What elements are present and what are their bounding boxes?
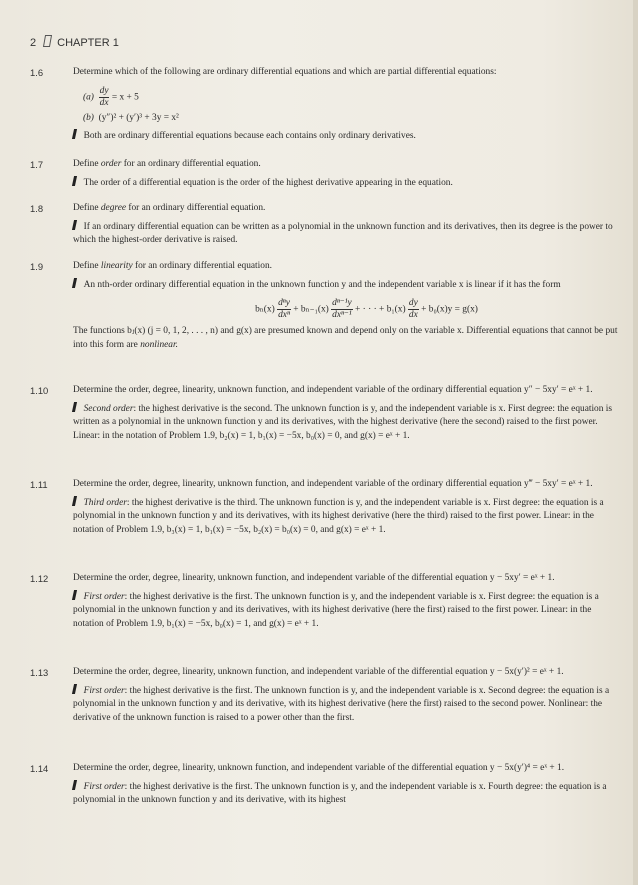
- problem-question: Determine the order, degree, linearity, unknown function, and independent variable of the differential equation y − 5xy′ = eˣ + 1.: [73, 573, 555, 583]
- header-separator-icon: [43, 35, 52, 47]
- equation-a: (a) $\frac{dy}{dx}$ = x + 5: [83, 85, 139, 108]
- problem-question: Determine which of the following are ordinary differential equations and which are partial differential equations:: [73, 67, 497, 77]
- problem-question: Determine the order, degree, linearity, unknown function, and independent variable of the ordinary differential equation y‴ − 5xy′ = eˣ + 1.: [73, 479, 593, 489]
- solution-marker-icon: [72, 176, 77, 186]
- problem-1-12: [30, 572, 620, 631]
- problem-solution: An nth-order ordinary differential equation in the unknown function y and the independent variable x is linear if it has the form: [73, 278, 620, 293]
- problem-number: 1.7: [30, 159, 44, 170]
- problem-1-11: [30, 478, 620, 537]
- problem-question: Determine the order, degree, linearity, unknown function, and independent variable of the differential equation y − 5x(y′)² = eˣ + 1.: [73, 667, 564, 677]
- problem-1-10: [30, 384, 620, 443]
- solution-marker-icon: [72, 496, 77, 506]
- equation-b: (b) (y″)² + (y′)³ + 3y = x²: [83, 112, 179, 123]
- problem-1-6: [30, 66, 620, 144]
- problem-solution: Both are ordinary differential equations because each contains only ordinary derivatives.: [73, 129, 620, 144]
- problem-question: Define degree for an ordinary differential equation.: [73, 203, 266, 213]
- linear-form-equation: bₙ(x) $\frac{\text{dⁿy}}{\text{dxⁿ}}$ + bₙ₋₁(x) $\frac{\text{dⁿ⁻¹y}}{\text{dxⁿ⁻¹}}$ + · · · + b₁(x) $\frac{dy}{dx}$ + b₀(x)y = g(x): [255, 298, 478, 321]
- solution-marker-icon: [72, 129, 77, 139]
- page-header: [30, 35, 119, 49]
- problem-solution: First order: the highest derivative is the first. The unknown function is y, and the independent variable is x. Fourth degree: the equation is a polynomial in the unknown function y and its derivative, with its highest: [73, 781, 607, 806]
- solution-marker-icon: [72, 402, 77, 412]
- solution-marker-icon: [72, 278, 77, 288]
- problem-solution: First order: the highest derivative is the first. The unknown function is y, and the independent variable is x. Second degree: the equation is a polynomial in the unknown function y and its derivative, with its highest derivative (here the first) raised to the second power. Nonlinear: the derivative of the unknown function is raised to a power other than the first.: [73, 685, 610, 723]
- solution-marker-icon: [72, 780, 77, 790]
- problem-1-13: [30, 666, 620, 725]
- problem-solution: Third order: the highest derivative is the third. The unknown function is y, and the independent variable is x. First degree: the equation is a polynomial in the unknown function y and its derivatives, with its highest derivative (here the third) raised to the first power. Linear: in the notation of Problem 1.9, b₃(x) = 1, b₁(x) = −5x, b₂(x) = b₀(x) = 0, and g(x) = eˣ + 1.: [73, 497, 604, 535]
- page-number: 2: [30, 37, 37, 49]
- problem-number: 1.13: [30, 667, 49, 678]
- problem-1-7: [30, 158, 620, 190]
- derivative-fraction: $\frac{dy}{dx}$: [99, 85, 109, 108]
- problem-solution: The order of a differential equation is the order of the highest derivative appearing in the equation.: [73, 176, 620, 191]
- problem-solution-continued: The functions bⱼ(x) (j = 0, 1, 2, . . . , n) and g(x) are presumed known and depend only on the variable x. Differential equations that cannot be put into this form are nonlinear.: [73, 326, 618, 350]
- problem-question: Define linearity for an ordinary differential equation.: [73, 261, 272, 271]
- problem-number: 1.9: [30, 261, 44, 272]
- problem-solution: First order: the highest derivative is the first. The unknown function is y, and the independent variable is x. First degree: the equation is a polynomial in the unknown function y and its derivatives, with its highest derivative (here the first) raised to the first power. Linear: in the notation of Problem 1.9, b₁(x) = −5x, b₀(x) = 1, and g(x) = eˣ + 1.: [73, 591, 599, 629]
- problem-1-8: [30, 202, 620, 248]
- problem-1-9: [30, 260, 620, 352]
- problem-question: Define order for an ordinary differential equation.: [73, 159, 261, 169]
- problem-solution: If an ordinary differential equation can be written as a polynomial in the unknown function and its derivatives, then its degree is the power to which the highest-order derivative is raised.: [73, 221, 613, 246]
- solution-marker-icon: [72, 220, 77, 230]
- problem-question: Determine the order, degree, linearity, unknown function, and independent variable of the differential equation y − 5x(y′)⁴ = eˣ + 1.: [73, 763, 565, 773]
- problem-number: 1.12: [30, 573, 49, 584]
- solution-marker-icon: [72, 684, 77, 694]
- problem-number: 1.10: [30, 385, 49, 396]
- problem-number: 1.8: [30, 203, 44, 214]
- chapter-title: CHAPTER 1: [57, 37, 119, 49]
- problem-question: Determine the order, degree, linearity, unknown function, and independent variable of the ordinary differential equation y″ − 5xy′ = eˣ + 1.: [73, 385, 593, 395]
- page-edge-shadow: [633, 0, 638, 885]
- problem-number: 1.11: [30, 479, 48, 490]
- problem-number: 1.6: [30, 67, 44, 78]
- problem-solution: Second order: the highest derivative is the second. The unknown function is y, and the independent variable is x. First degree: the equation is written as a polynomial in the unknown function y and its derivatives, with the highest derivative (here the second) raised to the first power. Linear: in the notation of Problem 1.9, b₂(x) = 1, b₁(x) = −5x, b₀(x) = 0, and g(x) = eˣ + 1.: [73, 403, 613, 441]
- solution-marker-icon: [72, 590, 77, 600]
- problem-number: 1.14: [30, 763, 49, 774]
- problem-1-14: [30, 762, 620, 808]
